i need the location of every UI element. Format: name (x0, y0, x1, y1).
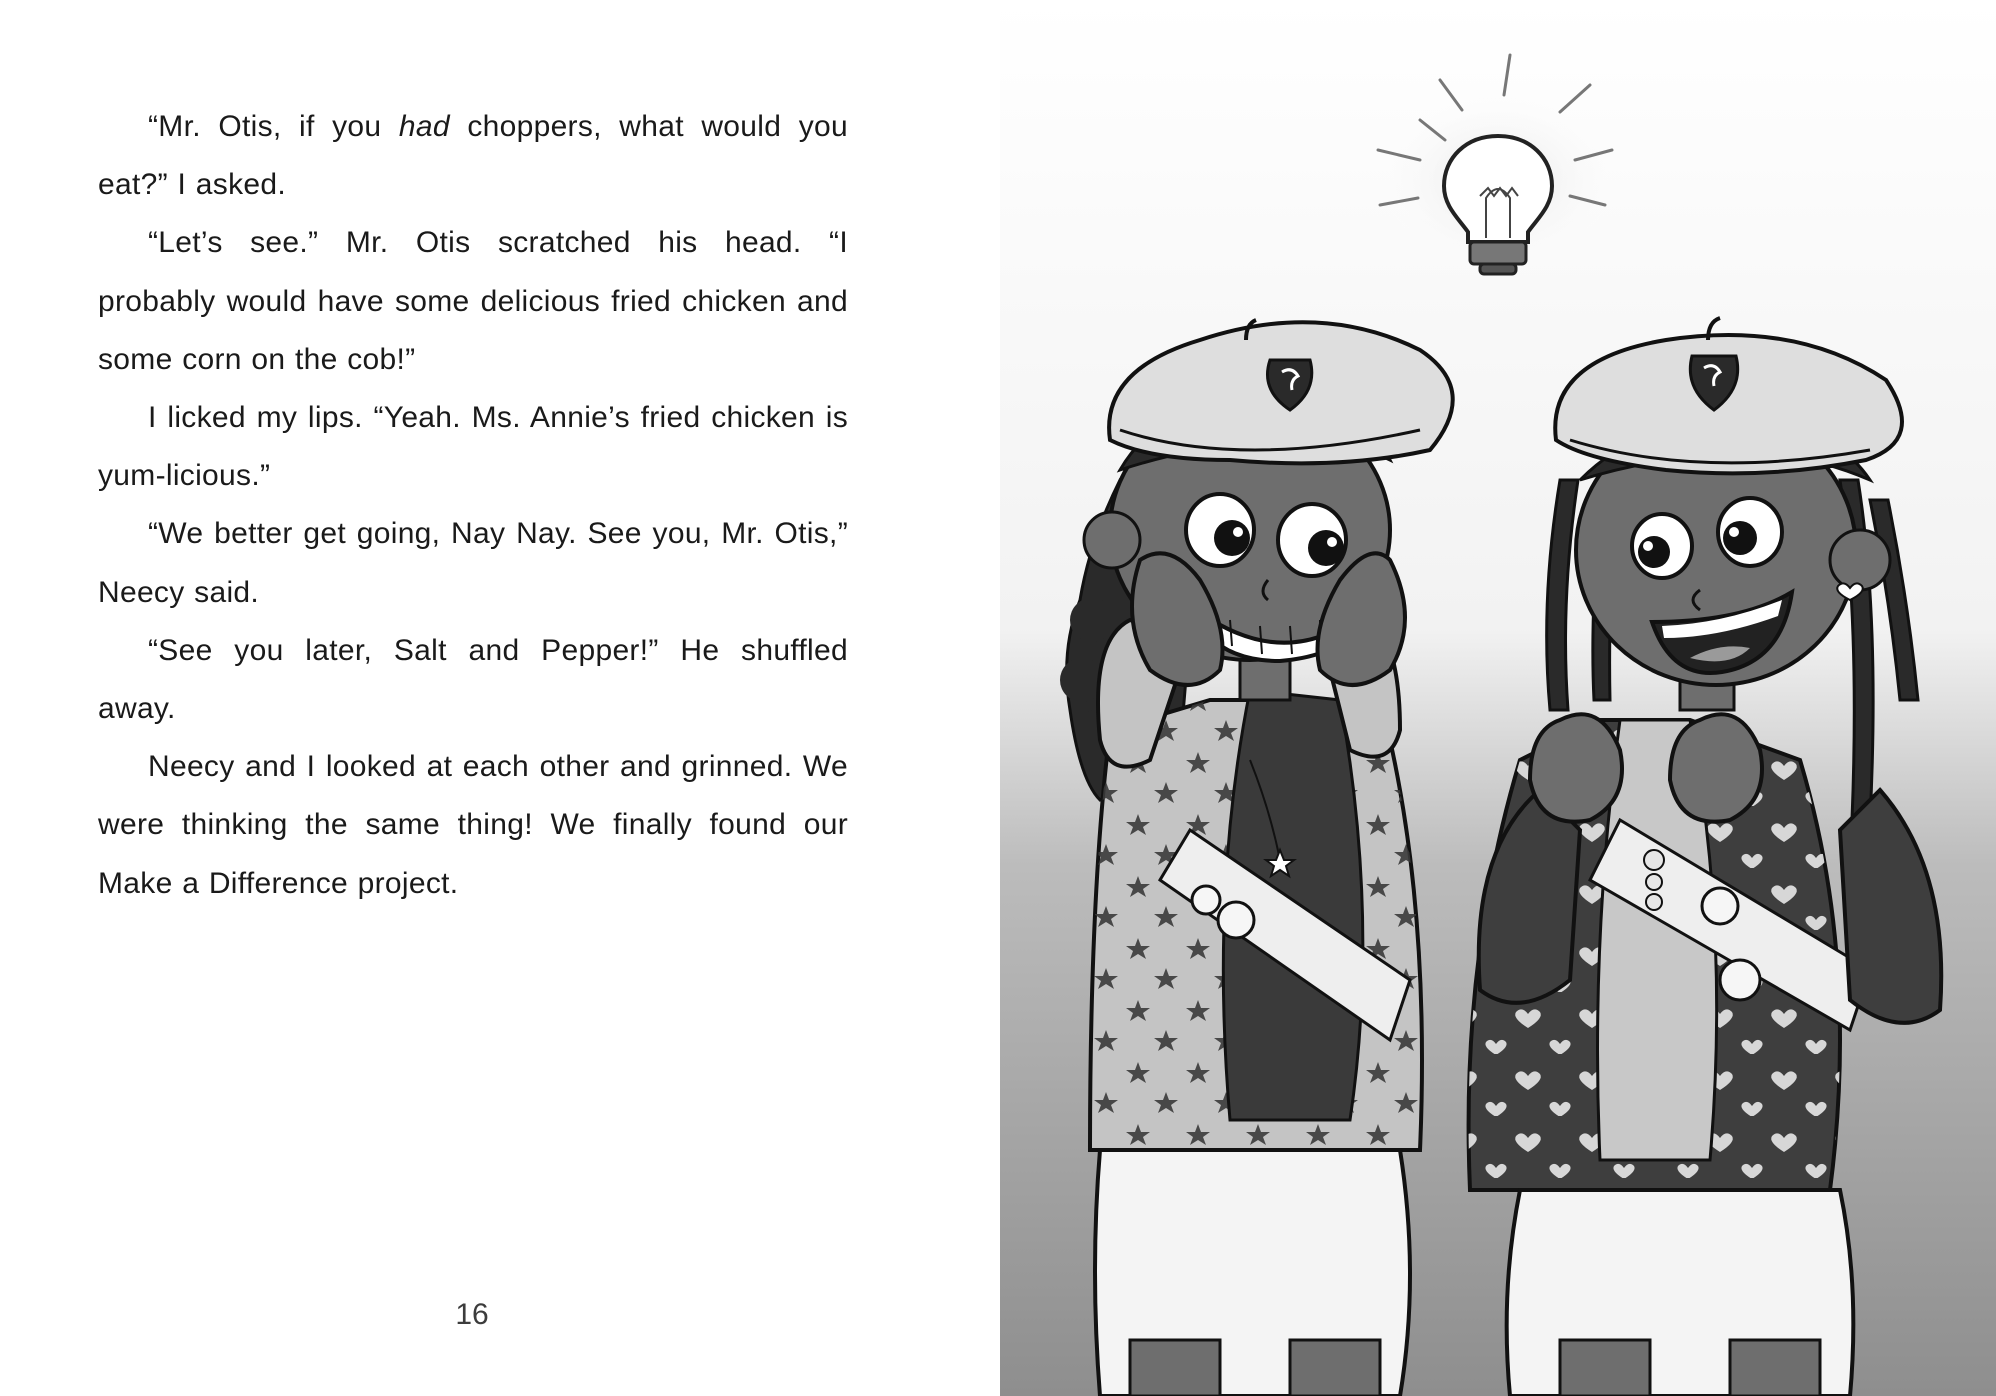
paragraph-2: “Let’s see.” Mr. Otis scratched his head. “I probably would have some delicious fried chicken and some corn on the cob!” (98, 226, 848, 376)
paragraph-1: “Mr. Otis, if you had choppers, what would you eat?” I asked. (98, 110, 848, 202)
page-number: 16 (455, 1298, 489, 1331)
paragraph-4: “We better get going, Nay Nay. See you, Mr. Otis,” Neecy said. (98, 517, 848, 609)
story-text (98, 98, 848, 913)
paragraph-6: Neecy and I looked at each other and grinned. We were thinking the same thing! We finally found our Make a Difference project. (98, 750, 848, 900)
illustration-two-girls (1000, 0, 1996, 1396)
illustration-svg (1000, 0, 1996, 1396)
emphasis-had: had (398, 110, 450, 143)
paragraph-5: “See you later, Salt and Pepper!” He shuffled away. (98, 633, 848, 726)
paragraph-3: I licked my lips. “Yeah. Ms. Annie’s fried chicken is yum-licious.” (98, 401, 848, 493)
